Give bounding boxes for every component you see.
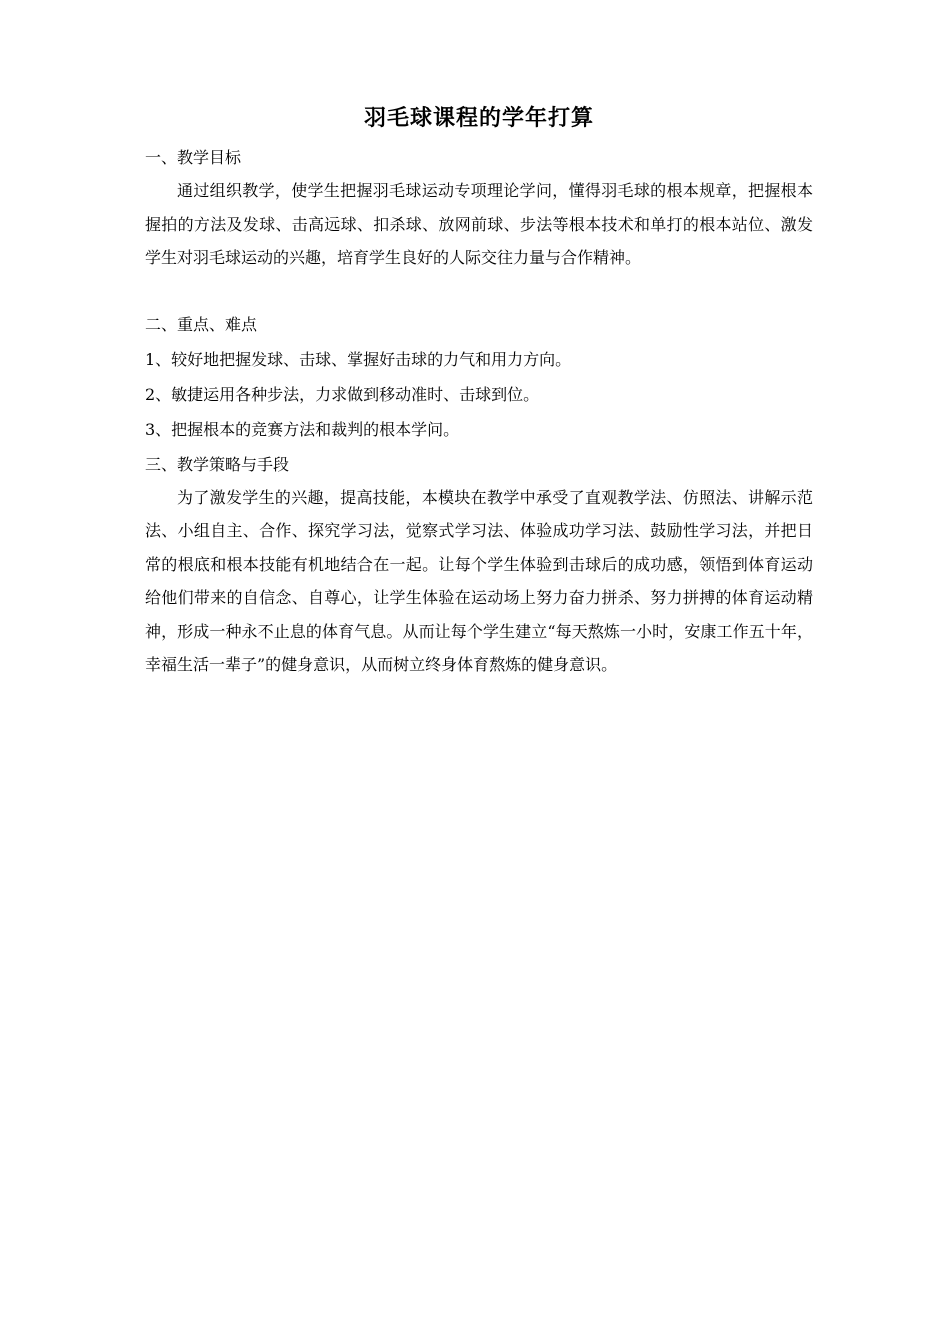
teaching-goals-paragraph: 通过组织教学，使学生把握羽毛球运动专项理论学问，懂得羽毛球的根本规章，把握根本握拍的方法及发球、击高远球、扣杀球、放网前球、步法等根本技术和单打的根本站位、激发学生对羽毛球运动的兴趣，培育学生良好的人际交往力量与合作精神。	[145, 181, 813, 267]
section-heading-key-points: 二、重点、难点	[145, 314, 258, 334]
list-item: 3、把握根本的竞赛方法和裁判的根本学问。	[145, 419, 460, 439]
section-heading-teaching-goals: 一、教学目标	[145, 148, 242, 167]
section-heading-teaching-strategy: 三、教学策略与手段	[145, 454, 290, 474]
document-title: 羽毛球课程的学年打算	[363, 105, 594, 131]
list-item: 2、敏捷运用各种步法，力求做到移动准时、击球到位。	[145, 384, 540, 404]
teaching-strategy-paragraph: 为了激发学生的兴趣，提高技能，本模块在教学中承受了直观教学法、仿照法、讲解示范法、小组自主、合作、探究学习法，觉察式学习法、体验成功学习法、鼓励性学习法，并把日常的根底和根本技能有机地结合在一起。让每个学生体验到击球后的成功感，领悟到体育运动给他们带来的自信念、自尊心，让学生体验在运动场上努力奋力拼杀、努力拼搏的体育运动精神，形成一种永不止息的体育气息。从而让每个学生建立“每天熬炼一小时，安康工作五十年，幸福生活一辈子”的健身意识，从而树立终身体育熬炼的健身意识。	[145, 487, 813, 674]
list-item: 1、较好地把握发球、击球、掌握好击球的力气和用力方向。	[145, 349, 572, 369]
document-body	[145, 100, 813, 682]
spacer	[145, 275, 813, 309]
